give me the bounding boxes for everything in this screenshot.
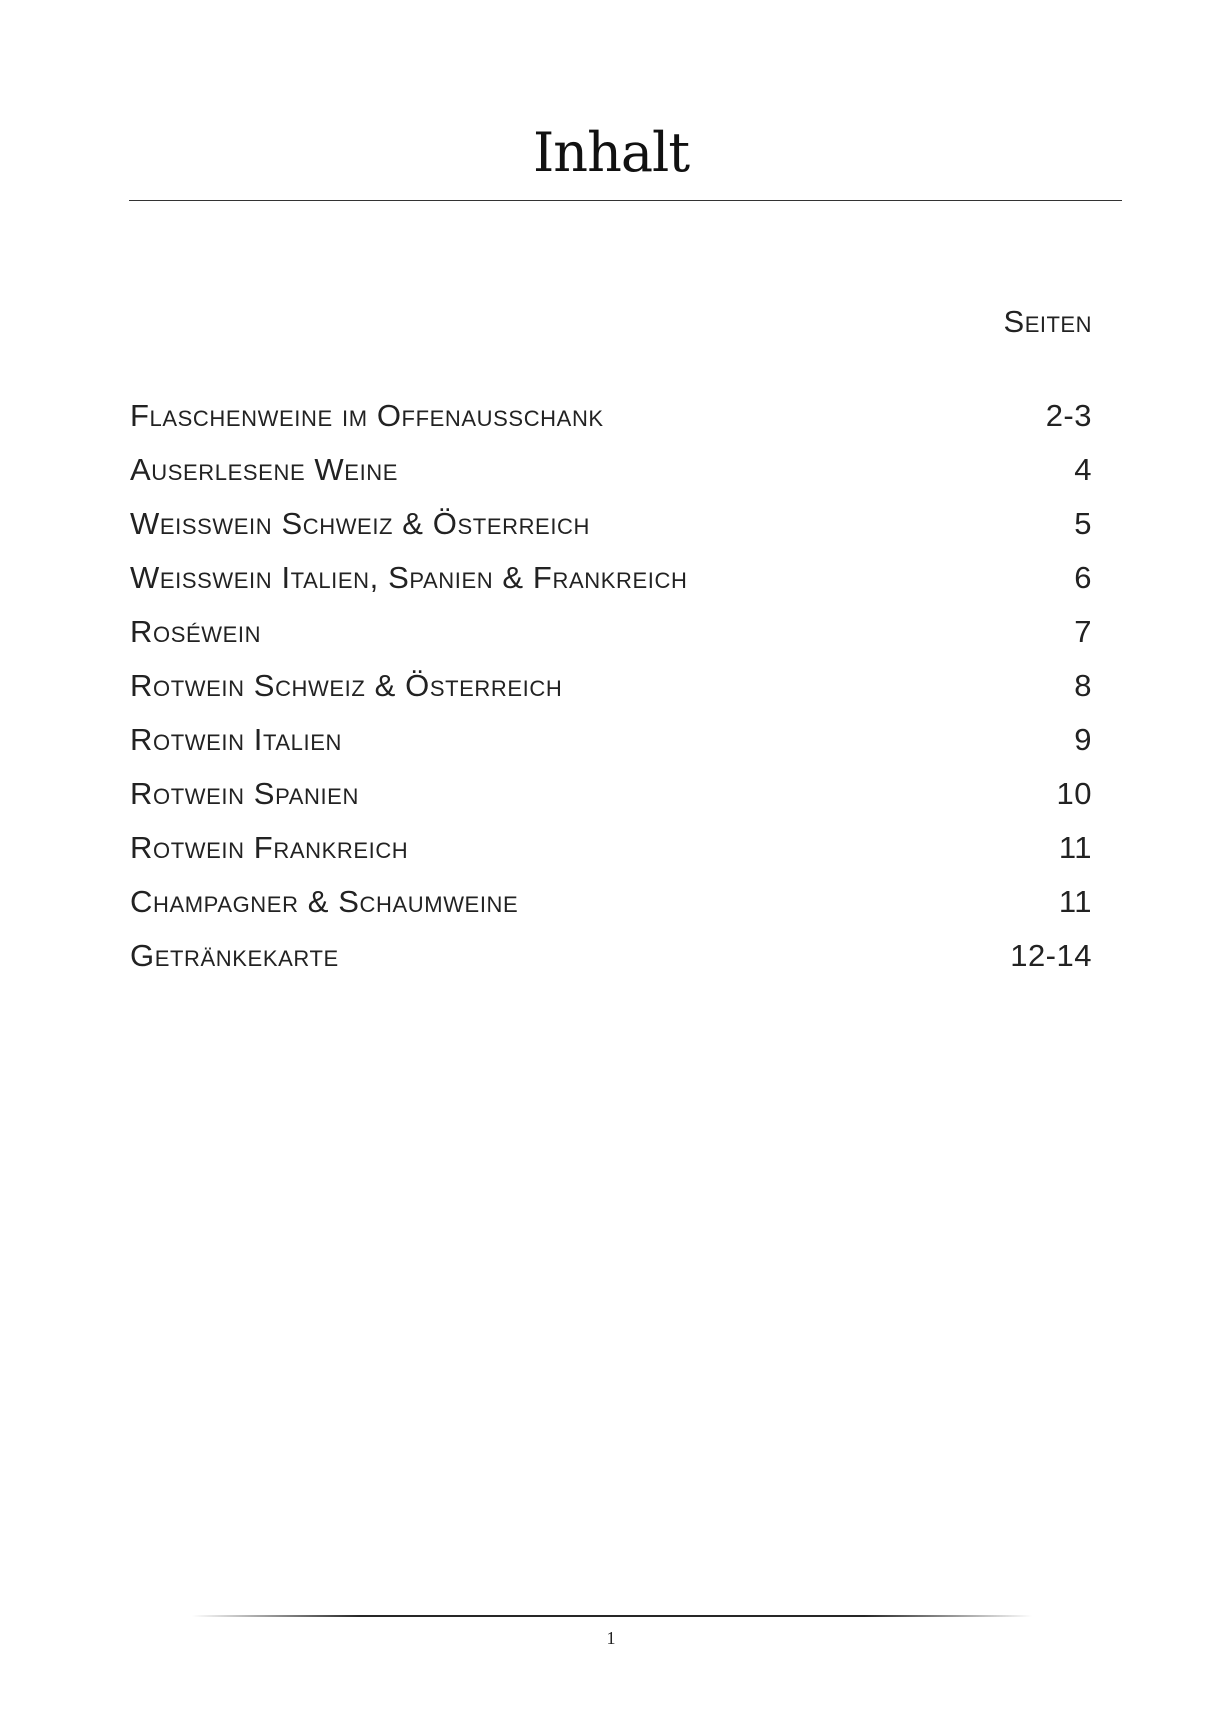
toc-item-label: Rotwein Spanien — [130, 776, 359, 811]
toc-item-label: Weisswein Schweiz & Österreich — [130, 506, 591, 541]
toc-item-rotwein-spanien[interactable] — [130, 774, 1092, 828]
toc-item-pages: 11 — [1058, 884, 1092, 919]
toc-item-label: Weisswein Italien, Spanien & Frankreich — [130, 560, 688, 595]
toc-item-pages: 12-14 — [1010, 938, 1092, 973]
toc-item-label: Rotwein Frankreich — [130, 830, 409, 865]
footer-divider — [192, 1615, 1032, 1617]
toc-item-pages: 8 — [1074, 668, 1092, 703]
toc-item-label: Champagner & Schaumweine — [130, 884, 519, 919]
toc-item-getraenkekarte[interactable] — [130, 936, 1092, 990]
page-number: 1 — [606, 1628, 616, 1648]
toc-item-rosewein[interactable] — [130, 612, 1092, 666]
toc-item-label: Rotwein Italien — [130, 722, 342, 757]
toc-item-label: Roséwein — [130, 614, 262, 649]
toc-item-label: Auserlesene Weine — [130, 452, 399, 487]
table-of-contents — [130, 396, 1092, 990]
toc-item-rotwein-frankreich[interactable] — [130, 828, 1092, 882]
toc-item-label: Rotwein Schweiz & Österreich — [130, 668, 563, 703]
toc-item-pages: 10 — [1056, 776, 1092, 811]
toc-item-auserlesene-weine[interactable] — [130, 450, 1092, 504]
pages-column-header: Seiten — [1003, 304, 1092, 339]
toc-item-label: Getränkekarte — [130, 938, 339, 973]
toc-item-pages: 6 — [1074, 560, 1092, 595]
toc-item-pages: 9 — [1074, 722, 1092, 757]
toc-item-pages: 2-3 — [1045, 398, 1092, 433]
toc-item-pages: 11 — [1058, 830, 1092, 865]
toc-item-flaschenweine[interactable] — [130, 396, 1092, 450]
toc-item-pages: 7 — [1074, 614, 1092, 649]
toc-item-rotwein-italien[interactable] — [130, 720, 1092, 774]
toc-item-rotwein-schweiz[interactable] — [130, 666, 1092, 720]
toc-item-champagner[interactable] — [130, 882, 1092, 936]
title-divider — [129, 200, 1122, 201]
toc-item-weisswein-schweiz[interactable] — [130, 504, 1092, 558]
toc-item-pages: 5 — [1074, 506, 1092, 541]
toc-item-weisswein-italien[interactable] — [130, 558, 1092, 612]
page-title: Inhalt — [532, 121, 690, 184]
toc-item-label: Flaschenweine im Offenausschank — [130, 398, 604, 433]
toc-item-pages: 4 — [1074, 452, 1092, 487]
